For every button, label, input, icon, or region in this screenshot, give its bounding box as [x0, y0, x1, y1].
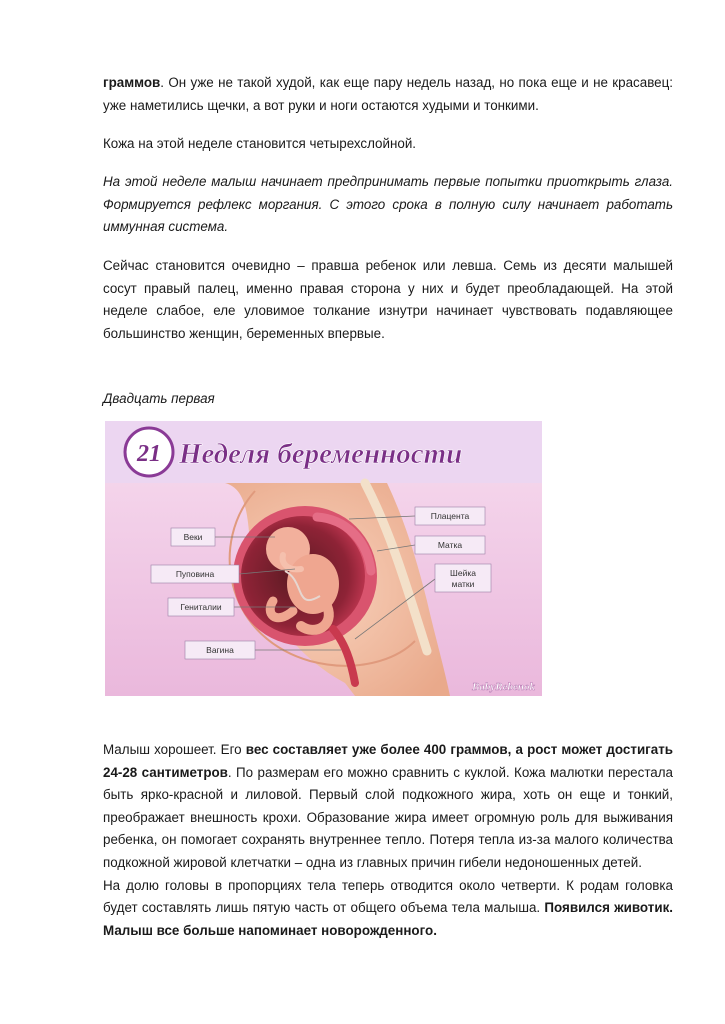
illustration-svg	[105, 421, 542, 696]
paragraph-1-bold: граммов	[103, 75, 161, 90]
label-uterus: Матка	[437, 540, 463, 550]
paragraph-4: Сейчас становится очевидно – правша ребенок или левша. Семь из десяти малышей сосут правый палец, именно правая сторона у них и будет преобладающей. На этой неделе слабое, еле уловимое толкание изнутри начинает чувствовать подавляющее большинство женщин, беременных впервые.	[103, 258, 673, 341]
label-vagina: Вагина	[206, 645, 234, 655]
paragraph-5-bold: вес составляет уже более 400 граммов, а рост может достигать 24-28 сантиметров	[103, 742, 673, 780]
section-heading: Двадцать первая	[103, 391, 215, 406]
label-eyelids: Веки	[183, 532, 203, 542]
week-number: 21	[137, 441, 161, 467]
paragraph-1-text: . Он уже не такой худой, как еще пару недель назад, но пока еще и не красавец: уже наметились щечки, а вот руки и ноги остаются худыми и тонкими.	[103, 75, 673, 113]
paragraph-5-text-c: . По размерам его можно сравнить с куклой. Кожа малютки перестала быть ярко-красной и лиловой. Первый слой подкожного жира, хоть он еще и тонкий, преображает внешность крохи. Образование жира имеет огромную роль для выживания ребенка, он помогает сохранять внутреннее тепло. Потеря тепла из-за малого количества подкожной жировой клетчатки – одна из главных причин гибели недоношенных детей.	[103, 764, 674, 870]
label-umbilical-cord: Пуповина	[175, 569, 215, 579]
paragraph-6-text: На долю головы в пропорциях тела теперь отводится около четверти. К родам головка будет составлять лишь пятую часть от общего объема тела малыша.	[103, 877, 673, 916]
paragraph-6-bold: Появился животик. Малыш все больше напоминает новорожденного.	[103, 900, 673, 938]
paragraph-1	[103, 72, 673, 117]
label-genitals: Гениталии	[180, 602, 222, 612]
banner-title: Неделя беременности	[179, 438, 463, 470]
label-cervix-line1: Шейка	[450, 568, 476, 578]
label-placenta: Плацента	[430, 511, 470, 521]
label-cervix-line2: матки	[451, 579, 475, 589]
watermark: BabyRebenok	[472, 681, 535, 693]
paragraph-2: Кожа на этой неделе становится четырехслойной.	[103, 136, 417, 151]
pregnancy-week-illustration	[105, 421, 542, 696]
paragraph-3-italic: На этой неделе малыш начинает предпринимать первые попытки приоткрыть глаза. Формируется рефлекс моргания. С этого срока в полную силу начинает работать иммунная система.	[103, 174, 673, 235]
week-badge	[125, 428, 173, 476]
paragraph-5	[103, 739, 673, 942]
paragraph-5-text-a: Малыш хорошеет. Его	[103, 742, 246, 757]
